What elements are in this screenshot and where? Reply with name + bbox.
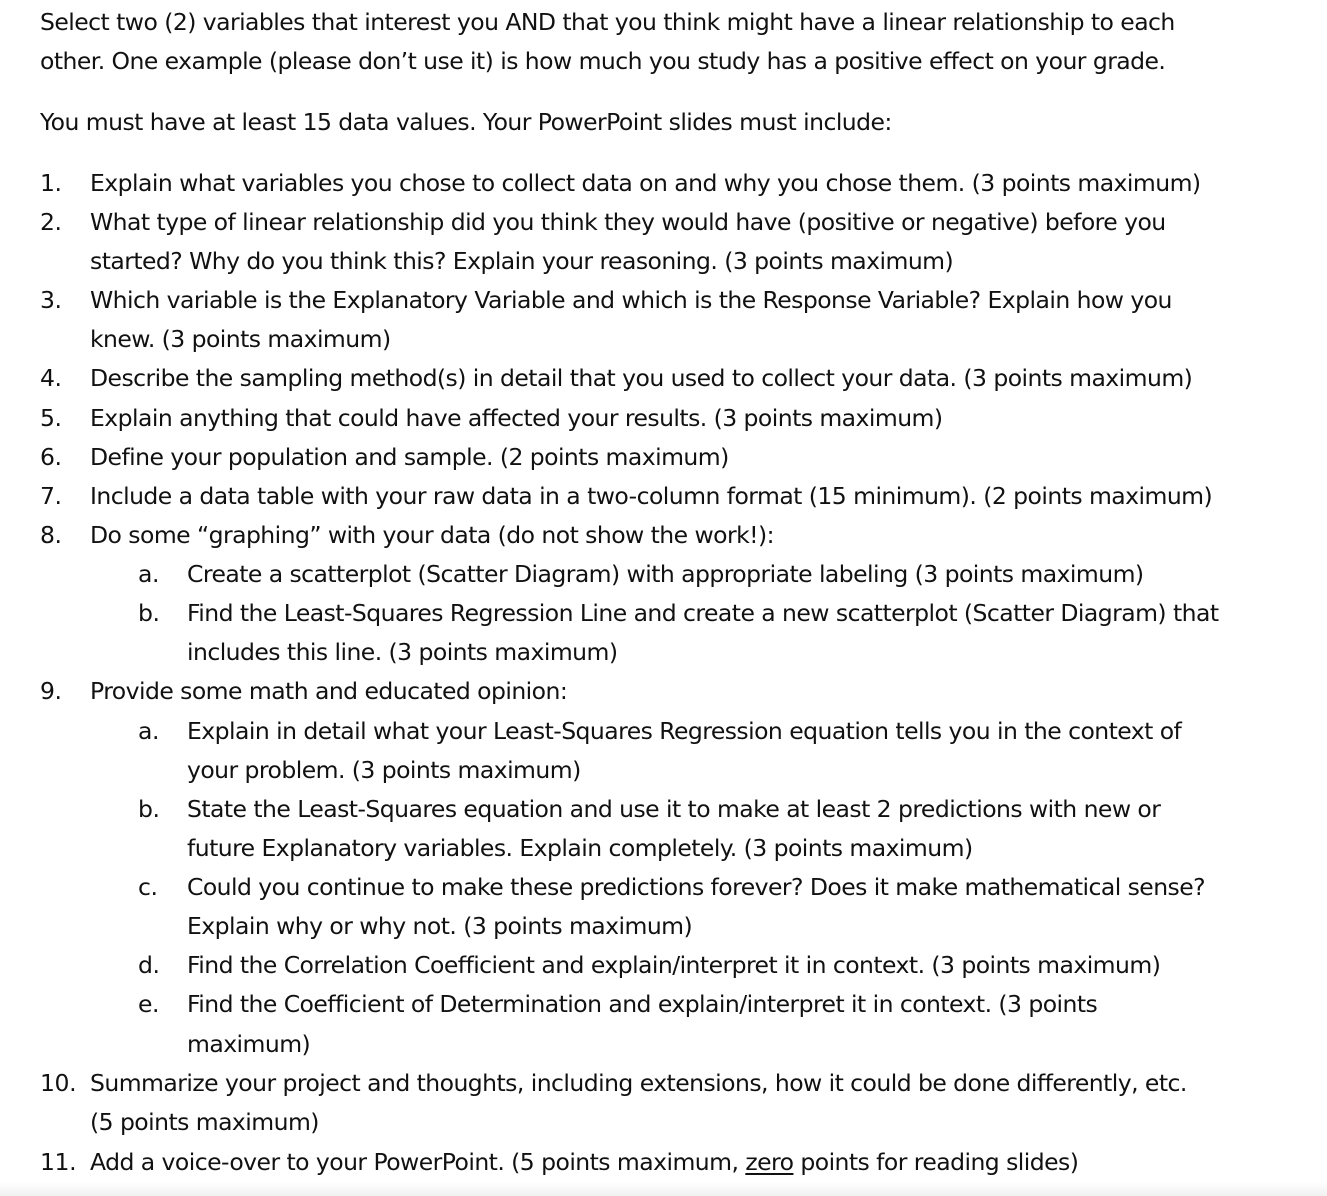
sub-item-letter: c. [138,873,158,901]
intro-line-1: Select two (2) variables that interest you AND that you think might have a linear relationship to each [40,8,1175,36]
sub-item-text: Could you continue to make these predictions forever? Does it make mathematical sense? [187,873,1206,901]
list-item-text: Provide some math and educated opinion: [90,677,568,705]
sub-item-text: your problem. (3 points maximum) [187,756,581,784]
list-item-text: (5 points maximum) [90,1108,319,1136]
list-item-text: Explain anything that could have affected your results. (3 points maximum) [90,404,943,432]
list-item-number: 2. [40,208,62,236]
list-item-text: Include a data table with your raw data in a two-column format (15 minimum). (2 points maximum) [90,482,1213,510]
sub-item-text: includes this line. (3 points maximum) [187,638,618,666]
intro-line-2: other. One example (please don’t use it) is how much you study has a positive effect on your grade. [40,47,1166,75]
sub-item-text: Explain why or why not. (3 points maximum) [187,912,693,940]
list-item-number: 3. [40,286,62,314]
sub-item-text: Explain in detail what your Least-Squares Regression equation tells you in the context of [187,717,1182,745]
list-item-text: Which variable is the Explanatory Variable and which is the Response Variable? Explain how you [90,286,1172,314]
sub-item-letter: e. [138,990,160,1018]
bottom-edge-shadow [0,1182,1327,1196]
sub-item-text: maximum) [187,1030,311,1058]
sub-item-text: State the Least-Squares equation and use it to make at least 2 predictions with new or [187,795,1161,823]
list-item-text: knew. (3 points maximum) [90,325,391,353]
list-item-text-part: Add a voice-over to your PowerPoint. (5 points maximum, [90,1148,746,1176]
list-item-number: 9. [40,677,62,705]
list-item-number: 1. [40,169,62,197]
list-item-number: 11. [40,1148,77,1176]
list-item-number: 6. [40,443,62,471]
sub-item-text: Find the Correlation Coefficient and explain/interpret it in context. (3 points maximum) [187,951,1161,979]
sub-item-letter: a. [138,560,160,588]
sub-item-text: Create a scatterplot (Scatter Diagram) with appropriate labeling (3 points maximum) [187,560,1144,588]
list-item-text [90,1146,1078,1178]
list-item-text: Explain what variables you chose to collect data on and why you chose them. (3 points maximum) [90,169,1201,197]
list-item-number: 10. [40,1069,77,1097]
sub-item-text: future Explanatory variables. Explain completely. (3 points maximum) [187,834,973,862]
list-item-text: started? Why do you think this? Explain your reasoning. (3 points maximum) [90,247,954,275]
list-item-text: Do some “graphing” with your data (do not show the work!): [90,521,774,549]
list-item-text: What type of linear relationship did you think they would have (positive or negative) before you [90,208,1166,236]
list-item-text: Describe the sampling method(s) in detail that you used to collect your data. (3 points maximum) [90,364,1193,392]
sub-item-letter: b. [138,795,160,823]
underlined-word: zero [745,1148,794,1176]
intro-line-3: You must have at least 15 data values. Your PowerPoint slides must include: [40,108,892,136]
sub-item-text: Find the Coefficient of Determination and explain/interpret it in context. (3 points [187,990,1098,1018]
sub-item-letter: a. [138,717,160,745]
sub-item-letter: d. [138,951,160,979]
sub-item-text: Find the Least-Squares Regression Line and create a new scatterplot (Scatter Diagram) that [187,599,1219,627]
list-item-number: 5. [40,404,62,432]
list-item-text-part: points for reading slides) [793,1148,1079,1176]
sub-item-letter: b. [138,599,160,627]
list-item-number: 8. [40,521,62,549]
list-item-text: Define your population and sample. (2 points maximum) [90,443,729,471]
list-item-number: 4. [40,364,62,392]
list-item-text: Summarize your project and thoughts, including extensions, how it could be done differently, etc. [90,1069,1187,1097]
list-item-number: 7. [40,482,62,510]
